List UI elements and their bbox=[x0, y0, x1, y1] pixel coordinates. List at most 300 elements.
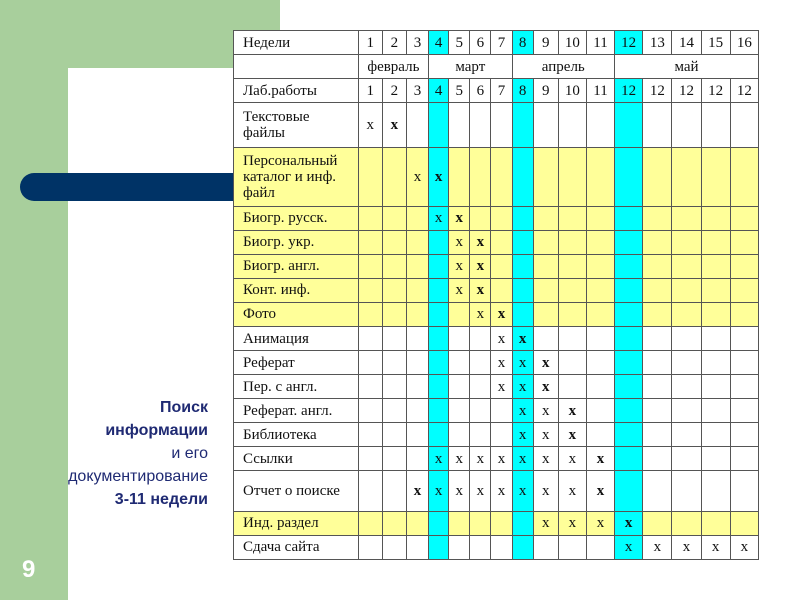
table-row bbox=[234, 351, 759, 375]
schedule-cell bbox=[586, 327, 614, 351]
schedule-cell bbox=[701, 471, 730, 511]
schedule-cell bbox=[586, 375, 614, 399]
schedule-cell bbox=[358, 230, 382, 254]
schedule-cell bbox=[491, 535, 512, 559]
caption-line-5: 3-11 недели bbox=[114, 491, 208, 508]
schedule-cell: x bbox=[533, 511, 558, 535]
schedule-cell bbox=[382, 327, 406, 351]
schedule-cell bbox=[470, 399, 491, 423]
labs-header: Лаб.работы bbox=[234, 79, 359, 103]
months-header-empty bbox=[234, 55, 359, 79]
schedule-cell bbox=[470, 148, 491, 206]
schedule-cell bbox=[701, 375, 730, 399]
schedule-cell bbox=[491, 399, 512, 423]
schedule-cell bbox=[701, 278, 730, 302]
schedule-cell bbox=[615, 375, 643, 399]
lab-cell: 10 bbox=[558, 79, 586, 103]
schedule-cell bbox=[615, 471, 643, 511]
schedule-cell bbox=[406, 103, 428, 148]
week-cell: 5 bbox=[449, 31, 470, 55]
schedule-cell: x bbox=[429, 447, 449, 471]
schedule-cell bbox=[586, 351, 614, 375]
schedule-cell bbox=[429, 351, 449, 375]
schedule-cell bbox=[672, 351, 701, 375]
week-cell: 14 bbox=[672, 31, 701, 55]
schedule-cell bbox=[491, 230, 512, 254]
schedule-cell bbox=[586, 254, 614, 278]
schedule-cell bbox=[512, 535, 533, 559]
schedule-cell bbox=[429, 103, 449, 148]
schedule-cell bbox=[449, 511, 470, 535]
schedule-cell bbox=[358, 399, 382, 423]
table-row bbox=[234, 375, 759, 399]
schedule-cell bbox=[358, 511, 382, 535]
schedule-cell bbox=[643, 471, 672, 511]
schedule-cell bbox=[672, 206, 701, 230]
schedule-cell bbox=[429, 327, 449, 351]
schedule-cell bbox=[449, 148, 470, 206]
task-label: Сдача сайта bbox=[234, 535, 359, 559]
lab-cell: 4 bbox=[429, 79, 449, 103]
schedule-cell: x bbox=[512, 447, 533, 471]
week-cell: 9 bbox=[533, 31, 558, 55]
schedule-cell bbox=[358, 302, 382, 326]
schedule-cell bbox=[358, 278, 382, 302]
schedule-cell bbox=[470, 375, 491, 399]
schedule-cell bbox=[615, 148, 643, 206]
table-row bbox=[234, 535, 759, 559]
schedule-cell bbox=[701, 399, 730, 423]
lab-cell: 2 bbox=[382, 79, 406, 103]
schedule-cell bbox=[449, 327, 470, 351]
schedule-cell bbox=[730, 399, 758, 423]
schedule-cell bbox=[491, 511, 512, 535]
schedule-cell bbox=[672, 148, 701, 206]
schedule-cell: x bbox=[470, 302, 491, 326]
table-row bbox=[234, 423, 759, 447]
schedule-cell bbox=[382, 399, 406, 423]
task-label: Анимация bbox=[234, 327, 359, 351]
schedule-cell bbox=[586, 423, 614, 447]
schedule-cell bbox=[429, 278, 449, 302]
schedule-cell bbox=[672, 103, 701, 148]
schedule-cell bbox=[643, 399, 672, 423]
schedule-cell bbox=[358, 423, 382, 447]
schedule-cell bbox=[701, 351, 730, 375]
lab-cell: 12 bbox=[701, 79, 730, 103]
schedule-cell bbox=[558, 206, 586, 230]
schedule-cell bbox=[358, 447, 382, 471]
schedule-cell: x bbox=[358, 103, 382, 148]
schedule-cell bbox=[701, 423, 730, 447]
schedule-cell bbox=[382, 278, 406, 302]
task-label: Пер. с англ. bbox=[234, 375, 359, 399]
schedule-cell bbox=[643, 302, 672, 326]
schedule-cell bbox=[558, 254, 586, 278]
schedule-cell: x bbox=[449, 254, 470, 278]
schedule-cell bbox=[449, 351, 470, 375]
month-cell: апрель bbox=[512, 55, 615, 79]
schedule-cell bbox=[491, 254, 512, 278]
schedule-cell bbox=[449, 375, 470, 399]
schedule-cell bbox=[730, 327, 758, 351]
schedule-cell bbox=[429, 423, 449, 447]
schedule-cell: x bbox=[491, 302, 512, 326]
schedule-cell bbox=[533, 103, 558, 148]
schedule-cell bbox=[586, 206, 614, 230]
schedule-cell bbox=[470, 535, 491, 559]
lab-cell: 11 bbox=[586, 79, 614, 103]
task-label: Конт. инф. bbox=[234, 278, 359, 302]
schedule-cell bbox=[382, 535, 406, 559]
schedule-cell bbox=[558, 375, 586, 399]
schedule-cell bbox=[533, 254, 558, 278]
schedule-cell bbox=[406, 278, 428, 302]
schedule-cell bbox=[615, 230, 643, 254]
schedule-cell: x bbox=[558, 447, 586, 471]
caption-line-4: документирование bbox=[68, 468, 208, 485]
task-label: Библиотека bbox=[234, 423, 359, 447]
lab-cell: 12 bbox=[615, 79, 643, 103]
schedule-cell bbox=[406, 206, 428, 230]
schedule-cell: x bbox=[586, 471, 614, 511]
schedule-cell bbox=[470, 206, 491, 230]
schedule-cell: x bbox=[512, 327, 533, 351]
task-label: Ссылки bbox=[234, 447, 359, 471]
schedule-cell bbox=[358, 254, 382, 278]
schedule-cell bbox=[643, 511, 672, 535]
schedule-cell bbox=[615, 278, 643, 302]
schedule-cell bbox=[382, 375, 406, 399]
schedule-cell bbox=[558, 230, 586, 254]
schedule-cell: x bbox=[512, 423, 533, 447]
schedule-cell bbox=[358, 351, 382, 375]
schedule-cell bbox=[406, 230, 428, 254]
schedule-cell bbox=[672, 254, 701, 278]
schedule-cell bbox=[615, 254, 643, 278]
table-row bbox=[234, 103, 759, 148]
schedule-cell: x bbox=[449, 230, 470, 254]
schedule-cell: x bbox=[406, 471, 428, 511]
schedule-cell: x bbox=[615, 511, 643, 535]
schedule-cell bbox=[730, 375, 758, 399]
schedule-cell: x bbox=[470, 230, 491, 254]
schedule-cell bbox=[406, 511, 428, 535]
schedule-cell bbox=[586, 148, 614, 206]
schedule-cell bbox=[558, 278, 586, 302]
task-label: Фото bbox=[234, 302, 359, 326]
lab-cell: 9 bbox=[533, 79, 558, 103]
schedule-cell: x bbox=[429, 471, 449, 511]
week-cell: 6 bbox=[470, 31, 491, 55]
schedule-cell bbox=[730, 423, 758, 447]
schedule-cell bbox=[643, 206, 672, 230]
schedule-cell bbox=[382, 302, 406, 326]
schedule-cell bbox=[491, 423, 512, 447]
schedule-cell bbox=[672, 302, 701, 326]
month-cell: февраль bbox=[358, 55, 428, 79]
schedule-cell bbox=[382, 447, 406, 471]
schedule-cell bbox=[382, 471, 406, 511]
schedule-cell bbox=[730, 351, 758, 375]
schedule-cell bbox=[491, 148, 512, 206]
schedule-cell bbox=[406, 302, 428, 326]
caption-line-1: Поиск bbox=[159, 399, 208, 416]
table-row bbox=[234, 148, 759, 206]
schedule-cell: x bbox=[512, 471, 533, 511]
task-label: Реферат bbox=[234, 351, 359, 375]
schedule-cell bbox=[382, 511, 406, 535]
schedule-cell bbox=[382, 351, 406, 375]
lab-cell: 12 bbox=[730, 79, 758, 103]
lab-cell: 3 bbox=[406, 79, 428, 103]
schedule-cell bbox=[730, 148, 758, 206]
schedule-cell bbox=[449, 302, 470, 326]
schedule-cell bbox=[406, 535, 428, 559]
week-cell: 12 bbox=[615, 31, 643, 55]
schedule-cell bbox=[406, 423, 428, 447]
schedule-cell bbox=[358, 535, 382, 559]
schedule-cell: x bbox=[491, 375, 512, 399]
schedule-cell: x bbox=[533, 471, 558, 511]
table-row bbox=[234, 471, 759, 511]
schedule-cell bbox=[643, 447, 672, 471]
schedule-cell: x bbox=[491, 471, 512, 511]
schedule-cell bbox=[586, 230, 614, 254]
schedule-cell: x bbox=[491, 447, 512, 471]
schedule-cell bbox=[491, 103, 512, 148]
schedule-cell bbox=[429, 399, 449, 423]
schedule-cell: x bbox=[586, 447, 614, 471]
schedule-cell bbox=[701, 302, 730, 326]
schedule-cell bbox=[701, 511, 730, 535]
schedule-cell bbox=[558, 535, 586, 559]
schedule-cell bbox=[429, 535, 449, 559]
lab-cell: 8 bbox=[512, 79, 533, 103]
task-label: Отчет о поиске bbox=[234, 471, 359, 511]
schedule-cell bbox=[558, 148, 586, 206]
schedule-cell bbox=[406, 399, 428, 423]
schedule-cell bbox=[406, 327, 428, 351]
week-cell: 10 bbox=[558, 31, 586, 55]
week-cell: 1 bbox=[358, 31, 382, 55]
lab-cell: 5 bbox=[449, 79, 470, 103]
slide-caption bbox=[68, 396, 208, 511]
schedule-table-wrapper bbox=[233, 30, 759, 560]
task-label: Реферат. англ. bbox=[234, 399, 359, 423]
schedule-cell: x bbox=[449, 206, 470, 230]
schedule-cell: x bbox=[406, 148, 428, 206]
schedule-cell bbox=[730, 278, 758, 302]
schedule-cell bbox=[470, 351, 491, 375]
schedule-cell bbox=[449, 423, 470, 447]
schedule-cell bbox=[533, 148, 558, 206]
schedule-cell: x bbox=[449, 471, 470, 511]
schedule-cell bbox=[586, 278, 614, 302]
schedule-cell bbox=[672, 230, 701, 254]
schedule-cell bbox=[558, 327, 586, 351]
schedule-cell bbox=[615, 327, 643, 351]
schedule-cell bbox=[643, 230, 672, 254]
schedule-cell bbox=[615, 423, 643, 447]
schedule-cell bbox=[512, 148, 533, 206]
schedule-cell bbox=[730, 302, 758, 326]
table-row bbox=[234, 399, 759, 423]
schedule-cell: x bbox=[429, 148, 449, 206]
schedule-cell bbox=[470, 511, 491, 535]
slide-number: 9 bbox=[22, 556, 36, 583]
week-cell: 11 bbox=[586, 31, 614, 55]
schedule-cell bbox=[429, 230, 449, 254]
schedule-cell: x bbox=[470, 278, 491, 302]
schedule-cell: x bbox=[615, 535, 643, 559]
schedule-cell bbox=[558, 351, 586, 375]
task-label: Текстовые файлы bbox=[234, 103, 359, 148]
labs-row bbox=[234, 79, 759, 103]
schedule-cell bbox=[491, 278, 512, 302]
week-cell: 3 bbox=[406, 31, 428, 55]
weeks-header: Недели bbox=[234, 31, 359, 55]
schedule-cell: x bbox=[449, 278, 470, 302]
schedule-cell bbox=[429, 254, 449, 278]
schedule-cell: x bbox=[558, 471, 586, 511]
task-label: Персональный каталог и инф. файл bbox=[234, 148, 359, 206]
schedule-cell bbox=[382, 148, 406, 206]
schedule-cell bbox=[730, 206, 758, 230]
schedule-cell bbox=[701, 447, 730, 471]
schedule-cell: x bbox=[586, 511, 614, 535]
schedule-cell bbox=[701, 148, 730, 206]
schedule-cell bbox=[643, 103, 672, 148]
schedule-cell bbox=[406, 351, 428, 375]
task-label: Биогр. англ. bbox=[234, 254, 359, 278]
schedule-cell bbox=[358, 375, 382, 399]
task-label: Инд. раздел bbox=[234, 511, 359, 535]
schedule-cell bbox=[701, 327, 730, 351]
schedule-cell bbox=[730, 254, 758, 278]
schedule-cell: x bbox=[643, 535, 672, 559]
schedule-cell bbox=[643, 327, 672, 351]
caption-line-3: и его bbox=[171, 445, 208, 462]
schedule-cell: x bbox=[382, 103, 406, 148]
schedule-cell bbox=[586, 399, 614, 423]
schedule-table bbox=[233, 30, 759, 560]
lab-cell: 1 bbox=[358, 79, 382, 103]
schedule-cell: x bbox=[449, 447, 470, 471]
schedule-cell bbox=[615, 302, 643, 326]
schedule-cell bbox=[730, 103, 758, 148]
schedule-cell bbox=[643, 278, 672, 302]
lab-cell: 6 bbox=[470, 79, 491, 103]
schedule-cell bbox=[586, 302, 614, 326]
table-row bbox=[234, 206, 759, 230]
schedule-cell bbox=[730, 230, 758, 254]
schedule-cell bbox=[558, 302, 586, 326]
decorative-blue-bar bbox=[20, 173, 260, 201]
week-cell: 2 bbox=[382, 31, 406, 55]
schedule-cell bbox=[558, 103, 586, 148]
schedule-cell bbox=[533, 206, 558, 230]
lab-cell: 7 bbox=[491, 79, 512, 103]
schedule-cell: x bbox=[558, 511, 586, 535]
schedule-cell: x bbox=[470, 471, 491, 511]
schedule-cell bbox=[429, 302, 449, 326]
schedule-cell bbox=[672, 471, 701, 511]
schedule-cell bbox=[615, 206, 643, 230]
schedule-cell bbox=[672, 327, 701, 351]
month-cell: март bbox=[429, 55, 512, 79]
schedule-cell bbox=[586, 103, 614, 148]
schedule-cell bbox=[382, 206, 406, 230]
schedule-cell bbox=[358, 471, 382, 511]
schedule-cell bbox=[429, 375, 449, 399]
week-cell: 15 bbox=[701, 31, 730, 55]
schedule-cell bbox=[615, 447, 643, 471]
schedule-cell: x bbox=[533, 399, 558, 423]
schedule-cell bbox=[470, 103, 491, 148]
schedule-cell: x bbox=[491, 351, 512, 375]
schedule-cell bbox=[672, 511, 701, 535]
schedule-cell bbox=[643, 423, 672, 447]
schedule-cell bbox=[512, 230, 533, 254]
schedule-cell bbox=[382, 254, 406, 278]
week-cell: 8 bbox=[512, 31, 533, 55]
schedule-cell bbox=[449, 535, 470, 559]
schedule-cell bbox=[512, 511, 533, 535]
schedule-cell: x bbox=[512, 375, 533, 399]
schedule-cell: x bbox=[701, 535, 730, 559]
schedule-cell bbox=[406, 375, 428, 399]
schedule-cell: x bbox=[491, 327, 512, 351]
schedule-cell: x bbox=[558, 399, 586, 423]
week-cell: 16 bbox=[730, 31, 758, 55]
schedule-cell bbox=[406, 447, 428, 471]
schedule-cell bbox=[512, 254, 533, 278]
schedule-cell: x bbox=[512, 351, 533, 375]
schedule-cell bbox=[701, 254, 730, 278]
table-row bbox=[234, 327, 759, 351]
week-cell: 7 bbox=[491, 31, 512, 55]
schedule-cell bbox=[701, 103, 730, 148]
table-row bbox=[234, 230, 759, 254]
schedule-cell bbox=[358, 148, 382, 206]
schedule-cell bbox=[512, 302, 533, 326]
left-green-strip bbox=[0, 0, 68, 600]
schedule-cell bbox=[533, 535, 558, 559]
schedule-cell: x bbox=[429, 206, 449, 230]
schedule-cell bbox=[382, 423, 406, 447]
schedule-cell bbox=[615, 103, 643, 148]
schedule-cell: x bbox=[470, 254, 491, 278]
task-label: Биогр. русск. bbox=[234, 206, 359, 230]
schedule-cell bbox=[358, 327, 382, 351]
schedule-cell bbox=[615, 351, 643, 375]
schedule-cell bbox=[512, 206, 533, 230]
schedule-cell bbox=[701, 206, 730, 230]
caption-line-2: информации bbox=[105, 422, 208, 439]
schedule-cell bbox=[382, 230, 406, 254]
schedule-cell bbox=[429, 511, 449, 535]
months-row bbox=[234, 55, 759, 79]
schedule-cell: x bbox=[533, 423, 558, 447]
schedule-cell: x bbox=[533, 447, 558, 471]
schedule-cell bbox=[615, 399, 643, 423]
schedule-cell bbox=[672, 447, 701, 471]
schedule-cell bbox=[730, 447, 758, 471]
week-cell: 13 bbox=[643, 31, 672, 55]
schedule-cell bbox=[512, 278, 533, 302]
schedule-cell bbox=[730, 471, 758, 511]
